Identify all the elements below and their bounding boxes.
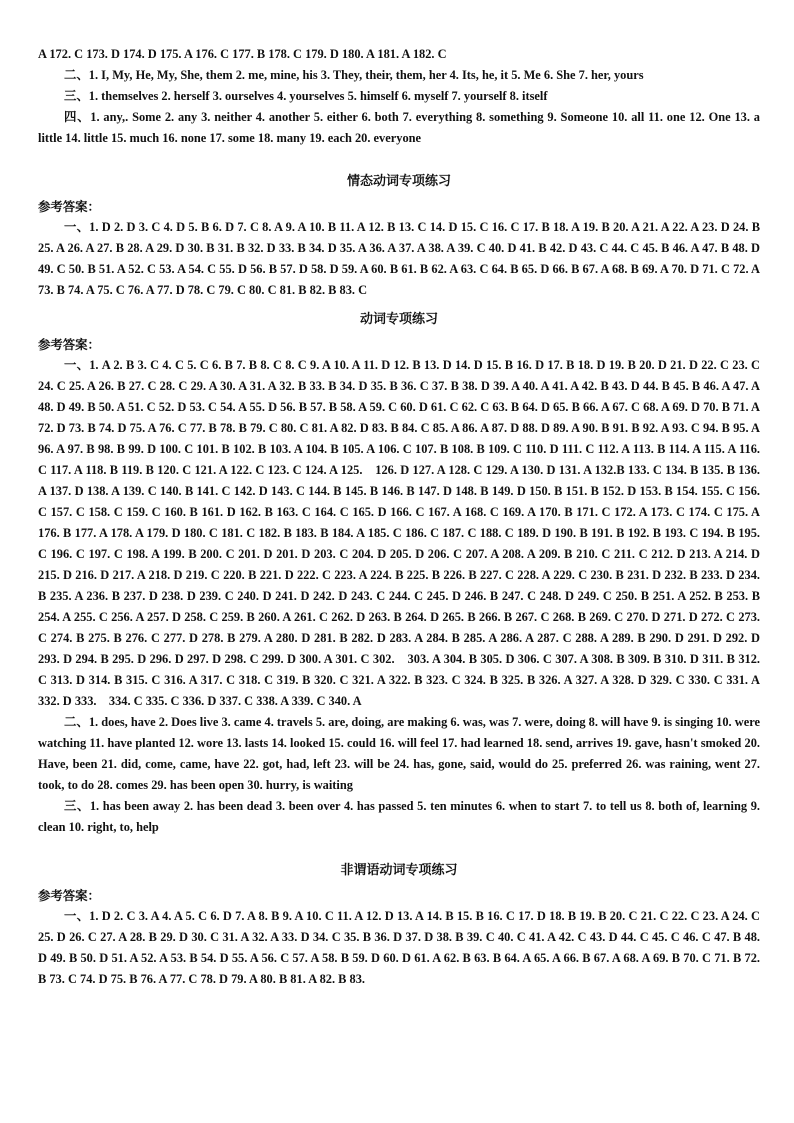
answers-part-2: 二、1. does, have 2. Does live 3. came 4. travels 5. are, doing, are making 6. was, was 7. were, doing 8. will have 9. is singing 10. were watching 11. have planted 12. wore 13. lasts 14. looked 15. could 16. will feel 17. had learned 18. send, arrives 19. gave, hasn't smoked 20. Have, been 21. did, come, came, have 22. got, had, left 23. will be 24. has, gone, said, would do 25. preferred 26. was raining, went 27. took, to do 28. comes 29. has been open 30. hurry, is waiting <box>38 715 760 792</box>
section-verbs <box>38 309 760 838</box>
reference-answers-label: 参考答案： <box>38 337 100 352</box>
section-title: 非谓语动词专项练习 <box>340 863 458 878</box>
section-title: 情态动词专项练习 <box>346 174 451 189</box>
section-title: 动词专项练习 <box>359 312 438 327</box>
answers-part-1: 一、1. D 2. C 3. A 4. A 5. C 6. D 7. A 8. B 9. A 10. C 11. A 12. D 13. A 14. B 15. B 16. C 17. D 18. B 19. B 20. C 21. C 22. C 23. A 24. C 25. D 26. C 27. A 28. B 29. D 30. C 31. A 32. A 33. D 34. C 35. B 36. D 37. D 38. B 39. C 40. C 41. A 42. C 43. D 44. C 45. C 46. C 47. B 48. D 49. B 50. D 51. A 52. A 53. B 54. D 55. A 56. C 57. A 58. B 59. D 60. D 61. A 62. B 63. B 64. A 65. A 66. B 67. A 68. A 69. B 70. C 71. B 72. B 73. C 74. D 75. B 76. A 77. C 78. D 79. A 80. B 81. A 82. B 83. <box>38 909 760 986</box>
reference-answers-label: 参考答案： <box>38 888 100 903</box>
section-modal-verbs <box>38 171 760 301</box>
answers-part-3: 三、1. has been away 2. has been dead 3. been over 4. has passed 5. ten minutes 6. when to start 7. to tell us 8. both of, learning 9. clean 10. right, to, help <box>38 799 760 834</box>
section-non-finite-verbs <box>38 860 760 990</box>
spacer <box>38 838 760 852</box>
answers-part-1-tail: A 172. C 173. D 174. D 175. A 176. C 177. B 178. C 179. D 180. A 181. A 182. C <box>38 47 447 61</box>
reference-answers-label: 参考答案： <box>38 199 100 214</box>
spacer <box>38 149 760 163</box>
answers-part-3: 三、1. themselves 2. herself 3. ourselves 4. yourselves 5. himself 6. myself 7. yourself 8. itself <box>64 89 548 103</box>
section-pronouns-answers <box>38 44 760 149</box>
answers-part-1: 一、1. D 2. D 3. C 4. D 5. B 6. D 7. C 8. A 9. A 10. B 11. A 12. B 13. C 14. D 15. C 16. C 17. B 18. A 19. B 20. A 21. A 22. A 23. D 24. B 25. A 26. A 27. B 28. A 29. D 30. B 31. B 32. D 33. B 34. D 35. A 36. A 37. A 38. A 39. C 40. D 41. B 42. D 43. C 44. C 45. B 46. A 47. B 48. D 49. C 50. B 51. A 52. C 53. A 54. C 55. D 56. B 57. D 58. D 59. A 60. B 61. B 62. A 63. C 64. B 65. D 66. B 67. A 68. B 69. A 70. D 71. C 72. A 73. B 74. A 75. C 76. A 77. D 78. C 79. C 80. C 81. B 82. B 83. C <box>38 220 760 297</box>
answers-part-4: 四、1. any,. Some 2. any 3. neither 4. another 5. either 6. both 7. everything 8. something 9. Someone 10. all 11. one 12. One 13. a little 14. little 15. much 16. none 17. some 18. many 19. each 20. everyone <box>38 110 760 145</box>
answers-part-1: 一、1. A 2. B 3. C 4. C 5. C 6. B 7. B 8. C 8. C 9. A 10. A 11. D 12. B 13. D 14. D 15. B 16. D 17. B 18. D 19. B 20. D 21. D 22. C 23. C 24. C 25. A 26. B 27. C 28. C 29. A 30. A 31. A 32. B 33. B 34. D 35. B 36. C 37. B 38. D 39. A 40. A 41. A 42. B 43. D 44. B 45. B 46. A 47. A 48. D 49. B 50. A 51. C 52. D 53. C 54. A 55. D 56. B 57. B 58. A 59. C 60. D 61. C 62. C 63. B 64. D 65. B 66. A 67. C 68. A 69. D 70. B 71. A 72. D 73. B 74. D 75. A 76. C 77. B 78. B 79. C 80. C 81. A 82. D 83. B 84. C 85. A 86. A 87. D 88. D 89. A 90. B 91. B 92. A 93. C 94. B 95. A 96. A 97. B 98. B 99. D 100. C 101. B 102. B 103. A 104. B 105. A 106. C 107. B 108. B 109. C 110. D 111. C 112. A 113. B 114. A 115. A 116. C 117. A 118. B 119. B 120. C 121. A 122. C 123. C 124. A 125. 126. D 127. A 128. C 129. A 130. D 131. A 132.B 133. C 134. B 135. B 136. A 137. D 138. A 139. C 140. B 141. C 142. D 143. C 144. B 145. B 146. B 147. D 148. B 149. D 150. B 151. B 152. D 153. B 154. 155. C 156. C 157. C 158. C 159. C 160. B 161. D 162. B 163. C 164. C 165. D 166. C 167. A 168. C 169. A 170. B 171. C 172. A 173. C 174. C 175. A 176. B 177. A 178. A 179. D 180. C 181. C 182. B 183. B 184. A 185. C 186. C 187. C 188. C 189. D 190. B 191. B 192. B 193. C 194. B 195. C 196. C 197. C 198. A 199. B 200. C 201. D 201. D 203. C 204. D 205. D 206. C 207. A 208. A 209. B 210. C 211. C 212. D 213. A 214. D 215. D 216. D 217. A 218. D 219. C 220. B 221. D 222. C 223. A 224. B 225. B 226. B 227. C 228. A 229. C 230. B 231. D 232. B 233. D 234. B 235. A 236. B 237. D 238. D 239. C 240. D 241. D 242. D 243. C 244. C 245. D 246. B 247. C 248. D 249. C 250. B 251. A 252. B 253. B 254. A 255. C 256. A 257. D 258. C 259. B 260. A 261. C 262. D 263. B 264. D 265. B 266. B 267. C 268. B 269. C 270. D 271. D 272. C 273. C 274. B 275. B 276. C 277. D 278. B 279. A 280. D 281. B 282. D 283. A 284. B 285. A 286. A 287. C 288. A 289. B 290. D 291. D 292. D 293. D 294. B 295. D 296. D 297. D 298. C 299. D 300. A 301. C 302. 303. A 304. B 305. D 306. C 307. A 308. B 309. B 310. D 311. B 312. C 313. D 314. B 315. C 316. A 317. C 318. C 319. B 320. C 321. A 322. B 323. C 324. B 325. B 326. A 327. A 328. D 329. C 330. C 331. A 332. D 333. 334. C 335. C 336. D 337. C 338. A 339. C 340. A <box>38 358 760 708</box>
answers-part-2: 二、1. I, My, He, My, She, them 2. me, mine, his 3. They, their, them, her 4. Its, he, it 5. Me 6. She 7. her, yours <box>64 68 644 82</box>
